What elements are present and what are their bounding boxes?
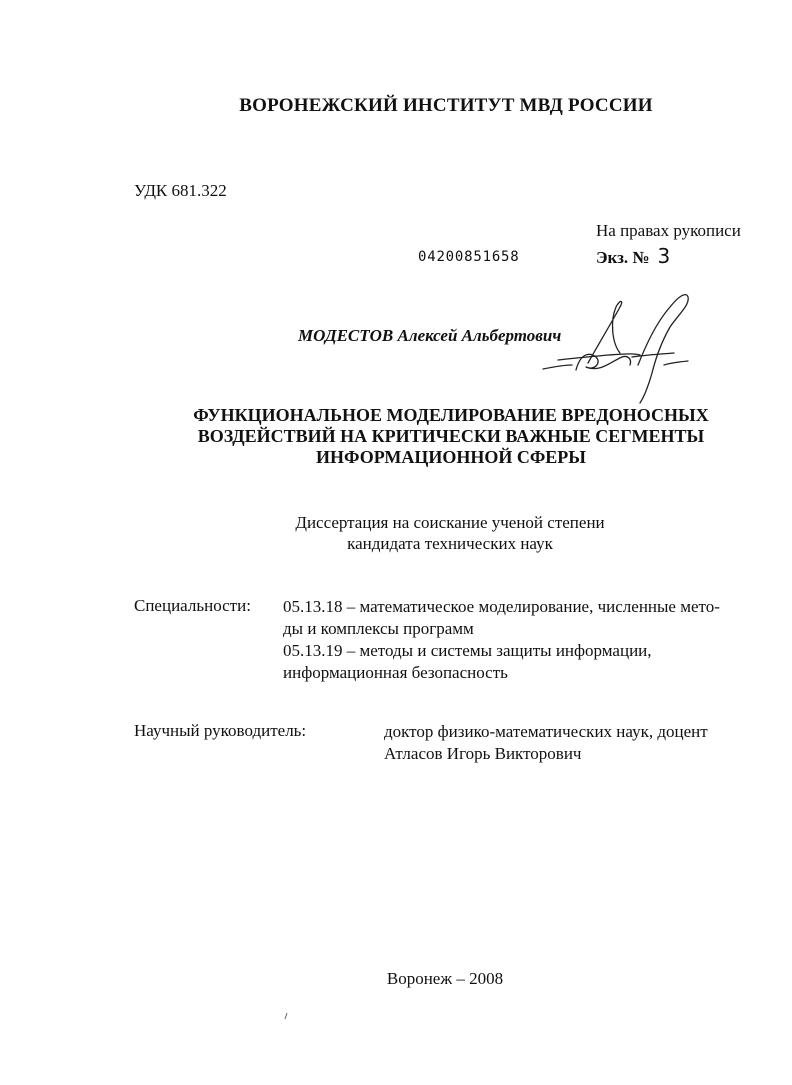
title-line: ФУНКЦИОНАЛЬНОЕ МОДЕЛИРОВАНИЕ ВРЕДОНОСНЫХ — [193, 405, 709, 425]
specialty-line: информационная безопасность — [283, 663, 508, 682]
supervisor-line: Атласов Игорь Викторович — [384, 744, 582, 763]
title-line: ИНФОРМАЦИОННОЙ СФЕРЫ — [316, 447, 586, 467]
city-year: Воронеж – 2008 — [386, 969, 504, 988]
specialty-line: 05.13.19 – методы и системы защиты информации, — [283, 641, 652, 660]
supervisor-line: доктор физико-математических наук, доцент — [384, 722, 708, 741]
stray-mark — [283, 1012, 289, 1020]
specialties-label: Специальности: — [134, 596, 251, 615]
degree-statement — [150, 512, 750, 554]
title-line: ВОЗДЕЙСТВИЙ НА КРИТИЧЕСКИ ВАЖНЫЕ СЕГМЕНТЫ — [197, 426, 705, 446]
copy-label: Экз. № — [596, 248, 650, 267]
handwritten-signature-icon — [528, 285, 708, 410]
degree-line: Диссертация на соискание ученой степени — [295, 513, 605, 532]
copy-number-line — [596, 244, 670, 268]
author-name: МОДЕСТОВ Алексей Альбертович — [298, 326, 562, 345]
inventory-number: 04200851658 — [418, 249, 520, 265]
institute-name: ВОРОНЕЖСКИЙ ИНСТИТУТ МВД РОССИИ — [239, 95, 653, 116]
manuscript-rights: На правах рукописи — [596, 221, 741, 240]
degree-line: кандидата технических наук — [347, 534, 553, 553]
specialty-line: ды и комплексы программ — [283, 619, 474, 638]
specialty-line: 05.13.18 – математическое моделирование, численные мето- — [283, 597, 720, 616]
udk-code: УДК 681.322 — [134, 181, 227, 200]
specialties-list — [283, 596, 720, 684]
supervisor-label: Научный руководитель: — [134, 721, 307, 740]
supervisor-details — [384, 721, 708, 765]
dissertation-title — [120, 405, 782, 468]
copy-number: 3 — [657, 244, 671, 268]
